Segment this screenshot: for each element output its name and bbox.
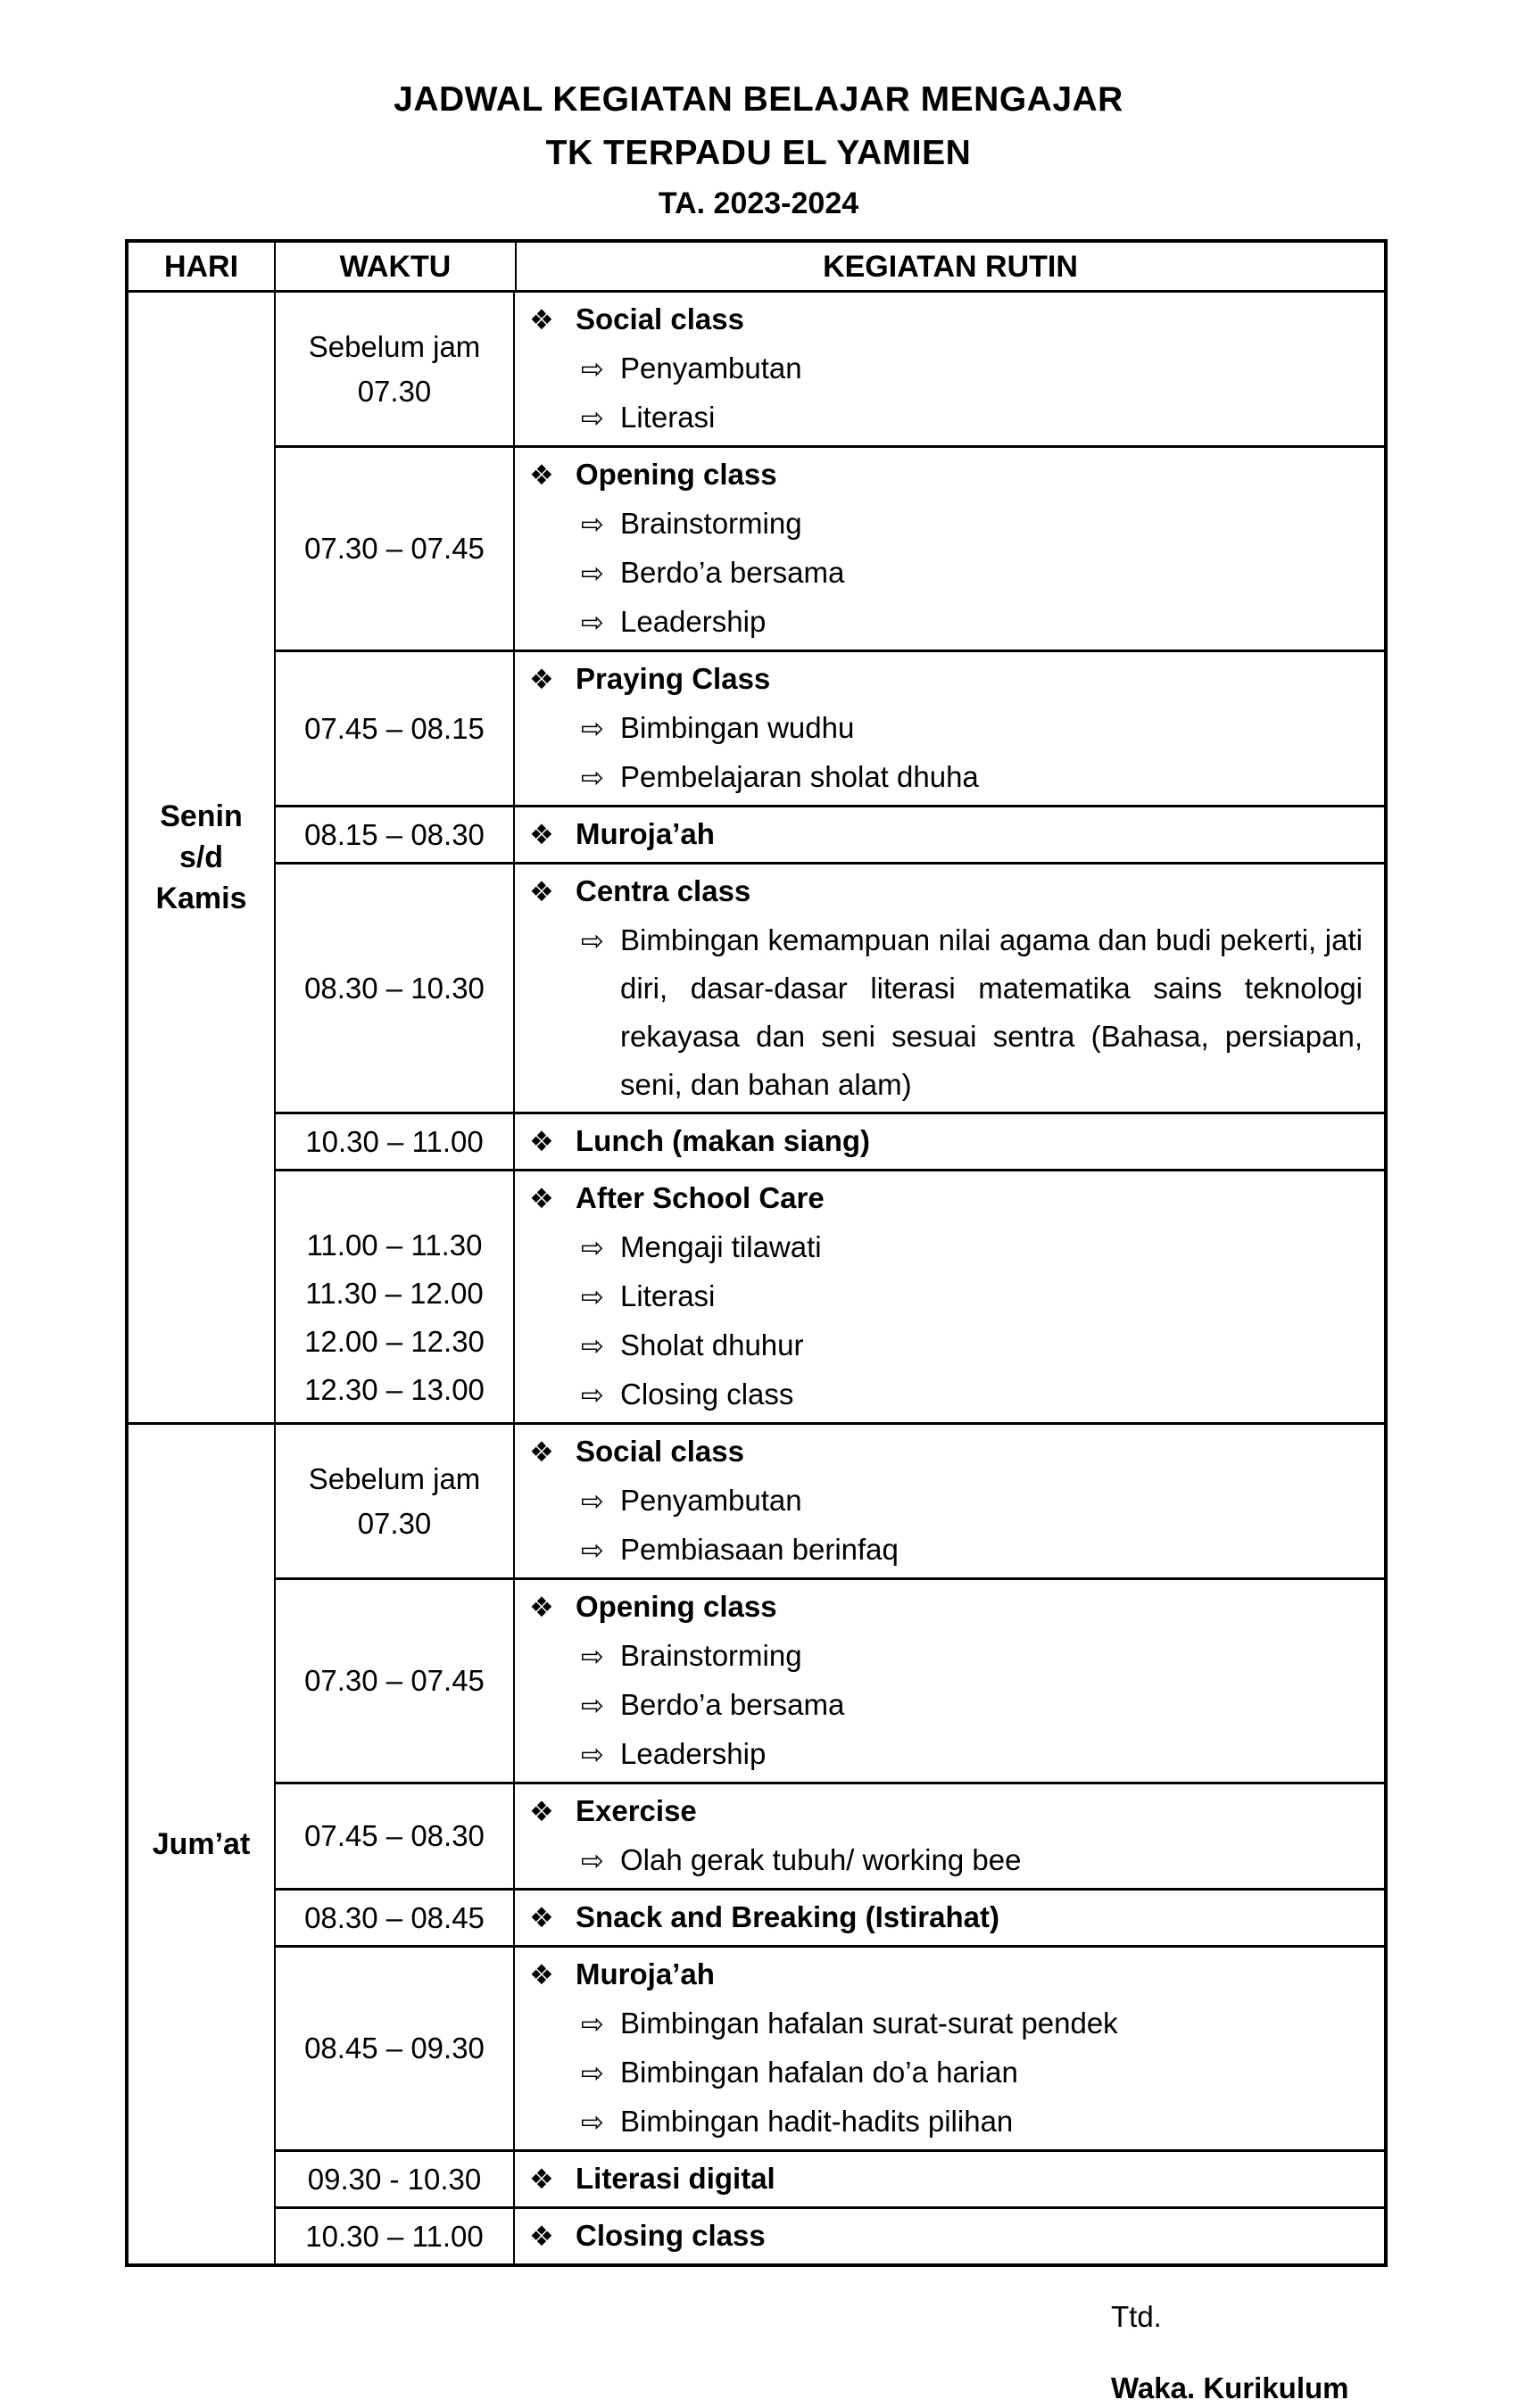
activity-item-label: Leadership: [620, 605, 767, 638]
activity-heading: [529, 1893, 1363, 1942]
time-spacer: [281, 1173, 508, 1221]
activity-item-label: Bimbingan wudhu: [620, 711, 855, 744]
activity-cell: [515, 1945, 1384, 2149]
day-cell: [128, 293, 274, 1422]
time-label: 11.30 – 12.00: [305, 1277, 484, 1310]
diamond-bullet-icon: ❖: [529, 1436, 554, 1468]
time-label: 07.30 – 07.45: [304, 1664, 485, 1697]
activity-cell: [515, 1425, 1384, 1577]
activity-item: [529, 1632, 1363, 1681]
arrow-bullet-icon: ⇨: [581, 713, 604, 744]
activity-item: [529, 753, 1363, 802]
day-label: s/d: [178, 840, 224, 874]
diamond-bullet-icon: ❖: [529, 1183, 554, 1214]
activity-heading-label: Centra class: [576, 874, 751, 907]
signature-role: Waka. Kurikulum: [1111, 2371, 1349, 2404]
arrow-bullet-icon: ⇨: [581, 509, 604, 540]
document-title: [0, 73, 1517, 227]
activity-cell: [515, 1782, 1384, 1888]
activity-heading-label: Muroja’ah: [576, 817, 715, 850]
time-cell: [274, 1945, 515, 2149]
day-label: Kamis: [155, 881, 247, 915]
activity-heading: [529, 867, 1363, 916]
arrow-bullet-icon: ⇨: [581, 1281, 604, 1312]
activity-cell: [515, 1577, 1384, 1782]
arrow-bullet-icon: ⇨: [581, 2008, 604, 2040]
activity-cell: [515, 445, 1384, 650]
activity-heading: [529, 1950, 1363, 1999]
arrow-bullet-icon: ⇨: [581, 607, 604, 638]
activity-item: [529, 1321, 1363, 1370]
activity-cell: [515, 1112, 1384, 1169]
activity-cell: [515, 1888, 1384, 1945]
activity-heading-label: Exercise: [576, 1794, 697, 1827]
activity-cell: [515, 805, 1384, 862]
day-label: Senin: [160, 799, 243, 833]
time-label: 10.30 – 11.00: [305, 1124, 484, 1158]
diamond-bullet-icon: ❖: [529, 1592, 554, 1623]
activity-item: [529, 1272, 1363, 1321]
activity-item: [529, 393, 1363, 443]
arrow-bullet-icon: ⇨: [581, 1690, 604, 1721]
arrow-bullet-icon: ⇨: [581, 925, 604, 956]
diamond-bullet-icon: ❖: [529, 2164, 554, 2195]
schedule-table-body: [128, 293, 1384, 2263]
activity-item-label: Berdo’a bersama: [620, 556, 845, 589]
time-label: 07.45 – 08.30: [304, 1819, 485, 1852]
title-line-3: TA. 2023-2024: [658, 186, 859, 220]
arrow-bullet-icon: ⇨: [581, 402, 604, 434]
activity-item-label: Bimbingan hadit-hadits pilihan: [620, 2105, 1014, 2138]
activity-item-label: Bimbingan hafalan do’a harian: [620, 2056, 1018, 2089]
activity-item-label: Pembelajaran sholat dhuha: [620, 760, 979, 793]
signature-label: Ttd.: [1111, 2300, 1162, 2333]
activity-item: [529, 1223, 1363, 1272]
time-label: 10.30 – 11.00: [305, 2219, 484, 2253]
activity-item-label: Sholat dhuhur: [620, 1328, 804, 1361]
time-label: 07.30 – 07.45: [304, 532, 485, 565]
activity-item: [529, 2098, 1363, 2147]
activity-item-label: Penyambutan: [620, 1484, 802, 1517]
table-header-row: [128, 243, 1384, 293]
activity-item: [529, 2048, 1363, 2098]
activity-item-label: Penyambutan: [620, 352, 802, 385]
activity-item: [529, 1370, 1363, 1419]
activity-item: [529, 549, 1363, 598]
activity-heading: [529, 451, 1363, 500]
time-cell: [274, 1169, 515, 1422]
activity-heading: [529, 295, 1363, 344]
diamond-bullet-icon: ❖: [529, 876, 554, 907]
activity-cell: [515, 1169, 1384, 1422]
activity-item: [529, 1730, 1363, 1779]
arrow-bullet-icon: ⇨: [581, 1232, 604, 1263]
time-label: 07.30: [357, 374, 432, 408]
title-line-1: JADWAL KEGIATAN BELAJAR MENGAJAR: [394, 80, 1123, 119]
activity-heading-label: Opening class: [576, 458, 777, 491]
time-cell: [274, 1782, 515, 1888]
time-label: Sebelum jam: [308, 329, 481, 363]
time-cell: [274, 862, 515, 1112]
header-waktu: WAKTU: [274, 243, 515, 290]
activity-heading: [529, 1117, 1363, 1166]
activity-item: [529, 1526, 1363, 1575]
time-cell: [274, 805, 515, 862]
activity-heading-label: Muroja’ah: [576, 1957, 715, 1990]
activity-item: [529, 1477, 1363, 1526]
time-label: 09.30 - 10.30: [307, 2162, 482, 2196]
time-label: 08.45 – 09.30: [304, 2031, 485, 2065]
activity-item: [529, 1681, 1363, 1730]
time-label: 07.30: [357, 1506, 432, 1540]
activity-item: [529, 500, 1363, 549]
diamond-bullet-icon: ❖: [529, 664, 554, 695]
time-label: Sebelum jam: [308, 1461, 481, 1495]
time-label: 11.00 – 11.30: [306, 1229, 483, 1262]
activity-heading: [529, 655, 1363, 704]
arrow-bullet-icon: ⇨: [581, 1845, 604, 1876]
activity-heading: [529, 1174, 1363, 1223]
arrow-bullet-icon: ⇨: [581, 558, 604, 589]
diamond-bullet-icon: ❖: [529, 819, 554, 850]
activity-heading: [529, 2155, 1363, 2204]
diamond-bullet-icon: ❖: [529, 1796, 554, 1827]
activity-cell: [515, 2206, 1384, 2263]
activity-item-label: Bimbingan hafalan surat-surat pendek: [620, 2007, 1118, 2040]
activity-item-label: Mengaji tilawati: [620, 1230, 822, 1263]
title-line-2: TK TERPADU EL YAMIEN: [545, 134, 972, 172]
activity-cell: [515, 2149, 1384, 2206]
activity-item: [529, 704, 1363, 753]
activity-item-label: Leadership: [620, 1737, 767, 1770]
activity-cell: [515, 293, 1384, 445]
activity-item: [529, 916, 1363, 1109]
time-cell: [274, 2206, 515, 2263]
header-kegiatan-rutin: KEGIATAN RUTIN: [515, 243, 1384, 290]
activity-item-label: Brainstorming: [620, 507, 802, 540]
arrow-bullet-icon: ⇨: [581, 2057, 604, 2089]
activity-item-label: Bimbingan kemampuan nilai agama dan budi pekerti, jati diri, dasar-dasar literasi matematika sains teknologi rekayasa dan seni sesuai sentra (Bahasa, persiapan, seni, dan bahan alam): [620, 923, 1363, 1101]
time-cell: [274, 1888, 515, 1945]
activity-item: [529, 1999, 1363, 2048]
activity-heading-label: Snack and Breaking (Istirahat): [576, 1900, 999, 1933]
arrow-bullet-icon: ⇨: [581, 1379, 604, 1411]
diamond-bullet-icon: ❖: [529, 1902, 554, 1933]
activity-heading: [529, 2212, 1363, 2261]
day-section: [128, 293, 1384, 1422]
time-cell: [274, 650, 515, 805]
arrow-bullet-icon: ⇨: [581, 353, 604, 385]
diamond-bullet-icon: ❖: [529, 2221, 554, 2252]
activity-heading: [529, 1583, 1363, 1632]
arrow-bullet-icon: ⇨: [581, 1485, 604, 1517]
arrow-bullet-icon: ⇨: [581, 1330, 604, 1361]
activity-heading-label: Social class: [576, 302, 744, 335]
activity-item-label: Closing class: [620, 1378, 794, 1411]
activity-item-label: Berdo’a bersama: [620, 1688, 845, 1721]
activity-item-label: Olah gerak tubuh/ working bee: [620, 1843, 1022, 1876]
signature-block: [1111, 2297, 1517, 2408]
activity-heading-label: Closing class: [576, 2219, 766, 2252]
activity-heading: [529, 1787, 1363, 1836]
time-label: 12.30 – 13.00: [304, 1373, 485, 1406]
activity-heading-label: Praying Class: [576, 662, 771, 695]
activity-heading: [529, 1427, 1363, 1477]
header-hari: HARI: [163, 250, 239, 284]
time-label: 08.15 – 08.30: [304, 817, 485, 851]
schedule-table: [125, 239, 1388, 2267]
diamond-bullet-icon: ❖: [529, 1126, 554, 1157]
activity-heading-label: After School Care: [576, 1181, 825, 1214]
activity-item-label: Pembiasaan berinfaq: [620, 1533, 899, 1566]
time-label: 07.45 – 08.15: [304, 711, 485, 745]
diamond-bullet-icon: ❖: [529, 1959, 554, 1990]
time-cell: [274, 1577, 515, 1782]
time-cell: [274, 1425, 515, 1577]
activity-cell: [515, 650, 1384, 805]
arrow-bullet-icon: ⇨: [581, 2106, 604, 2138]
time-label: 12.00 – 12.30: [304, 1325, 485, 1358]
arrow-bullet-icon: ⇨: [581, 1535, 604, 1566]
activity-item-label: Literasi: [620, 1279, 716, 1312]
day-cell: [128, 1425, 274, 2263]
time-cell: [274, 2149, 515, 2206]
time-cell: [274, 1112, 515, 1169]
activity-item-label: Brainstorming: [620, 1639, 802, 1672]
day-section: [128, 1422, 1384, 2263]
diamond-bullet-icon: ❖: [529, 459, 554, 491]
time-cell: [274, 445, 515, 650]
activity-item: [529, 1836, 1363, 1885]
diamond-bullet-icon: ❖: [529, 304, 554, 335]
activity-item: [529, 344, 1363, 393]
activity-heading-label: Lunch (makan siang): [576, 1124, 871, 1157]
activity-heading-label: Social class: [576, 1435, 744, 1468]
activity-heading-label: Literasi digital: [576, 2162, 775, 2195]
time-label: 08.30 – 10.30: [304, 971, 485, 1005]
time-cell: [274, 293, 515, 445]
arrow-bullet-icon: ⇨: [581, 1739, 604, 1770]
arrow-bullet-icon: ⇨: [581, 762, 604, 793]
activity-heading: [529, 810, 1363, 859]
arrow-bullet-icon: ⇨: [581, 1641, 604, 1672]
day-label: Jum’at: [152, 1827, 251, 1861]
activity-item: [529, 598, 1363, 647]
activity-item-label: Literasi: [620, 401, 716, 434]
activity-heading-label: Opening class: [576, 1590, 777, 1623]
time-label: 08.30 – 08.45: [304, 1900, 485, 1934]
activity-cell: [515, 862, 1384, 1112]
